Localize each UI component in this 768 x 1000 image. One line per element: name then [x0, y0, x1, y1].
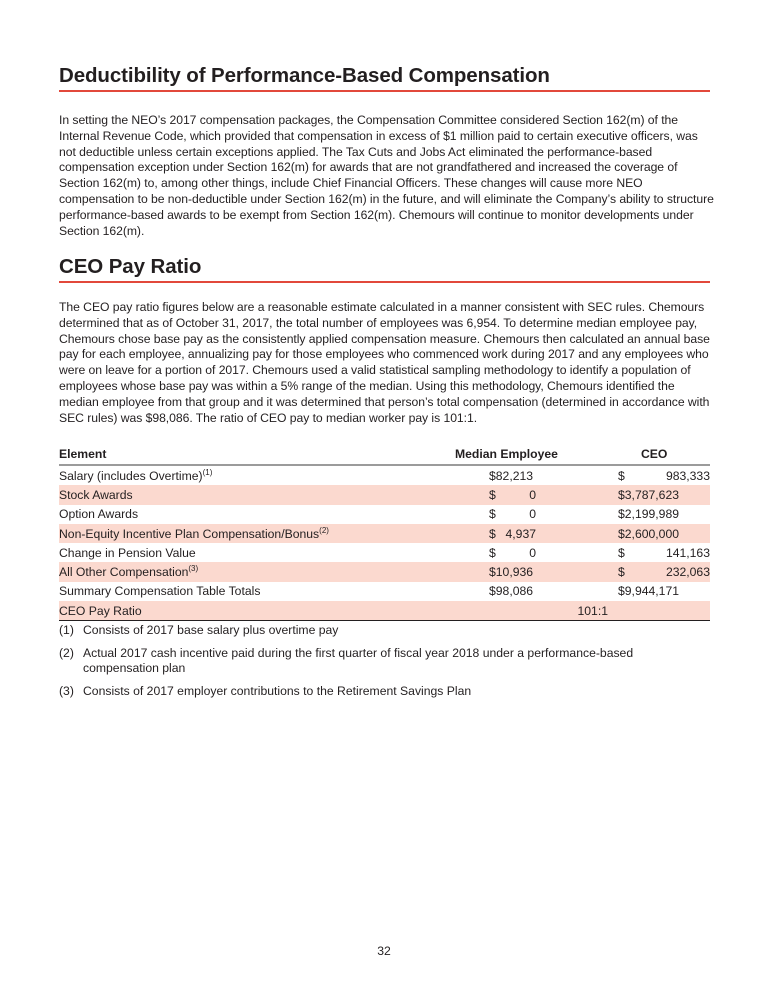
footnote-ref: (3) [188, 564, 199, 574]
header-median-employee: Median Employee [454, 445, 614, 465]
ceo-value: $2,199,989 [618, 507, 679, 522]
footnote-item [59, 684, 710, 700]
row-label: Salary (includes Overtime) [59, 468, 203, 483]
row-label: Change in Pension Value [59, 545, 196, 560]
row-label: Non-Equity Incentive Plan Compensation/Bonus [59, 526, 320, 541]
section-title-deductibility: Deductibility of Performance-Based Compensation [59, 64, 710, 92]
ceo-value: $ [618, 565, 625, 580]
median-value: $ [489, 545, 496, 560]
section-body-ceo-pay-ratio [59, 300, 714, 426]
section-body-deductibility [59, 113, 714, 239]
table-row: Change in Pension Value $ 0 $ 141,163 [59, 545, 710, 560]
ceo-value: $3,787,623 [618, 487, 679, 502]
footnote-number: (3) [59, 683, 74, 698]
table-row: Salary (includes Overtime)$^{(1)}$ $82,213 $ 983,333 [59, 467, 710, 483]
ceo-pay-ratio-table [59, 445, 710, 621]
footnote-text: Consists of 2017 employer contributions to the Retirement Savings Plan [83, 683, 472, 698]
median-value: $10,936 [489, 565, 534, 580]
median-value: $82,213 [489, 468, 534, 483]
ceo-value: $ [618, 545, 625, 560]
footnote-number: (1) [59, 623, 74, 637]
footnote-item [59, 623, 710, 639]
footnote-ref: (1) [202, 467, 213, 477]
footnote-ref: (2) [319, 525, 329, 535]
page-number: 32 [377, 944, 391, 958]
median-value: $ [489, 507, 496, 522]
header-element: Element [59, 445, 454, 465]
median-value: $98,086 [489, 584, 534, 599]
header-ceo: CEO [614, 445, 710, 465]
ceo-value: $9,944,171 [618, 584, 679, 599]
row-label: Summary Compensation Table Totals [59, 584, 261, 599]
footnote-text: Consists of 2017 base salary plus overtime pay [83, 623, 339, 637]
table-row [59, 582, 710, 601]
footnote-text: Actual 2017 cash incentive paid during the first quarter of fiscal year 2018 under a performance-based compensation plan [83, 645, 634, 675]
table-row: Non-Equity Incentive Plan Compensation/Bonus$^{(2)}$ $ 4,937 $2,600,000 [59, 524, 710, 543]
ceo-value: $2,600,000 [618, 526, 679, 541]
footnote-number: (2) [59, 645, 74, 660]
row-label: Stock Awards [59, 487, 133, 502]
table-header-row [59, 445, 710, 465]
row-label: Option Awards [59, 507, 139, 522]
median-value: $ [489, 526, 496, 541]
ratio-value: 101:1 [577, 603, 608, 618]
paragraph: The CEO pay ratio figures below are a reasonable estimate calculated in a manner consistent with SEC rules. Chemours determined that as of October 31, 2017, the total number of employees was 6,954. To determine median employee pay, Chemours chose base pay as the consistently applied compensation measure. Chemours then calculated an annual base pay for each employee, annualizing pay for those employees who commenced work during 2017 and any employees who were on leave for a portion of 2017. Chemours used a valid statistical sampling methodology to identify a population of employees whose base pay was within a 5% range of the median. Using this methodology, Chemours identified the median employee from that group and it was determined that person’s total compensation (determined in accordance with SEC rules) was $98,086. The ratio of CEO pay to median worker pay is 101:1. [59, 300, 710, 425]
paragraph: In setting the NEO’s 2017 compensation packages, the Compensation Committee considered Section 162(m) of the Internal Revenue Code, which provided that compensation in excess of $1 million paid to certain executive officers, was not deductible unless certain exceptions applied. The Tax Cuts and Jobs Act eliminated the performance-based compensation exception under Section 162(m) for awards that are not grandfathered and increased the coverage of Section 162(m) to, among other things, include Chief Financial Officers. These changes will cause more NEO compensation to be non-deductible under Section 162(m) in the future, and will eliminate the Company’s ability to structure performance-based awards to be exempt from Section 162(m). Chemours will continue to monitor developments under Section 162(m). [59, 113, 714, 238]
table-row: Option Awards $ 0 $2,199,989 [59, 507, 679, 522]
footnote-item [59, 646, 710, 677]
table-row: All Other Compensation$^{(3)}$ $10,936 $ 232,063 [59, 562, 710, 581]
table-row-ceo-pay-ratio [59, 601, 710, 621]
section-title-ceo-pay-ratio: CEO Pay Ratio [59, 255, 710, 283]
footnotes [59, 623, 710, 706]
median-value: $ [489, 487, 496, 502]
ceo-value: $ [618, 468, 625, 483]
row-label: CEO Pay Ratio [59, 603, 142, 618]
row-label: All Other Compensation [59, 565, 189, 580]
table-row: Stock Awards $ 0 $3,787,623 [59, 485, 710, 504]
